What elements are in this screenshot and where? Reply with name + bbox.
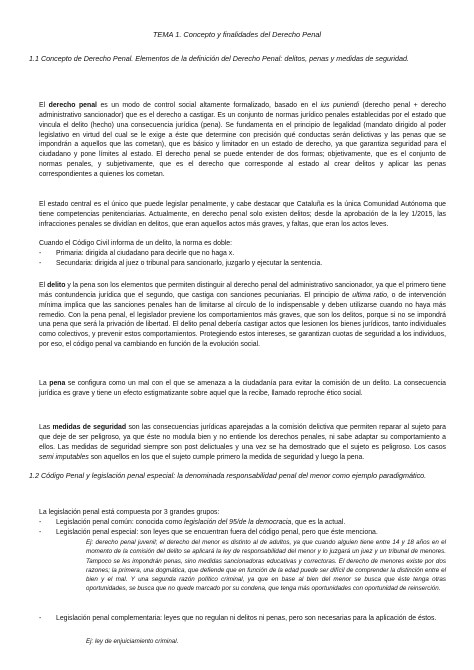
list-text: Secundaria: dirigida al juez o tribunal para sancionarlo, juzgarlo y ejecutar la sentencia. — [56, 259, 323, 267]
legislacion-list-top — [39, 518, 446, 538]
text-run: Legislación penal común: conocida como — [56, 519, 184, 526]
list-text — [56, 518, 446, 528]
list-item — [39, 614, 446, 624]
text-run: Cuando el Código Civil informa de un delito, la norma es doble: — [39, 240, 233, 247]
paragraph-legislacion-intro — [39, 508, 446, 518]
paragraph-pena — [39, 379, 446, 399]
text-run: Las — [39, 424, 53, 431]
text-run: El — [39, 282, 48, 289]
list-item — [39, 518, 446, 528]
text-run: El estado central es el único que puede legislar penalmente, y cabe destacar que Cataluña es la única Comunidad Autónoma que tiene competencias penitenciarias. Actualmente, en derecho penal solo existen delitos; desde la aprobación de la ley 1/2015, las infracciones penales se dividían en delitos, que eran aquellos actos más graves, y faltas, que eran los actos leves. — [39, 201, 446, 228]
text-run: son las consecuencias jurídicas aparejadas a la comisión delictiva que permiten reparar al sujeto para que deje de ser peligroso, ya que éste no modula bien y no entiende los derechos penales, ni sabe adaptar su comportamiento a ellos. Las medidas de seguridad siempre son post delictuales y una vez se ha demostrado que el sujeto es peligroso. Los casos — [39, 424, 446, 451]
text-run: La legislación penal está compuesta por 3 grandes grupos: — [39, 509, 220, 516]
text-run: es un modo de control social altamente formalizado, basado en el — [96, 102, 321, 109]
list-item — [39, 528, 446, 538]
bold-term: derecho penal — [48, 102, 97, 109]
italic-term: semi imputables — [39, 453, 89, 461]
list-text: Legislación penal complementaria: leyes que no regulan ni delitos ni penas, pero son necesarias para la aplicación de éstos. — [56, 615, 437, 622]
legislacion-list-bottom — [39, 614, 446, 624]
paragraph-derecho-penal — [39, 101, 446, 180]
text-run: El — [39, 102, 49, 109]
list-dash: - — [39, 615, 42, 622]
paragraph-estado-central — [39, 200, 446, 230]
section-heading-1-2: 1.2 Código Penal y legislación penal especial: la denominada responsabilidad penal del menor como ejemplo paradigmático. — [29, 471, 427, 480]
paragraph-delito — [39, 281, 446, 350]
list-dash: - — [39, 519, 42, 526]
italic-term: legislación del 95/de la democracia — [183, 519, 292, 526]
bold-term: pena — [49, 380, 66, 387]
italic-term: ius puniendi — [320, 102, 359, 109]
example-derecho-penal-juvenil: Ej: derecho penal juvenil; el derecho del menor es distinto al de adultos, ya que cuando alguien tiene entre 14 y 18 años en el momento de la comisión del delito se aplicará la ley de responsabilidad del menor y lo juzgará un juez y un tribunal de menores. Tampoco se les impondrán penas, sino medidas sancionadoras educativas y correctoras. El derecho de menores existe por dos razones; la primera, una dogmática, que defiende que en función de la edad puede ser difícil de comprender la distinción entre el bien y el mal. Y una segunda razón político criminal, ya que en base al bien del menor se busca que éste tenga otras oportunidades, se busca que no quede marcado por su condena, que tenga más oportunidades con oportunidad de reinserción. — [86, 539, 446, 593]
bold-term: delito — [47, 282, 66, 289]
bold-term: medidas de seguridad — [52, 424, 127, 431]
paragraph-medidas-seguridad — [39, 423, 446, 462]
list-dash: - — [39, 528, 42, 536]
text-run: y la pena son los elementos que permiten distinguir al derecho penal del administrativo sancionador, ya que el primero tiene más contundencia jurídica que el segundo, que castiga con sanciones pecuniarias. El principio de — [39, 282, 447, 299]
norma-list — [39, 249, 446, 269]
text-run: La — [39, 380, 50, 387]
list-item — [39, 259, 446, 269]
text-run: son aquellos en los que el sujeto cumple primero la medida de seguridad y luego la pena. — [88, 453, 365, 461]
document-title: TEMA 1. Concepto y finalidades del Derecho Penal — [152, 30, 322, 39]
text-run: , que es la actual. — [291, 519, 346, 526]
text-run: (derecho penal + derecho administrativo sancionador) que es el derecho a castigar. Es un conjunto de normas jurídico penales establecidas por el estado que vincula el delito (hecho) una consecuencia jurídica (pena). Se fundamenta en el principio de legalidad (mandato dirigido al poder legislativo en virtud del cual se le exige a éste que determine con precisión qué conductas serán delictivas y las penas que se impondrán a aquellos que las cometan), que es básico y limitador en un estado de derecho, ya que garantiza seguridad para el ciudadano y pone límites al estado. El derecho penal se puede entender de dos formas; objetivamente, que es el conjunto de normas penales, y subjetivamente, que es el derecho que corresponde al estado al crear delitos y aplicar las penas correspondientes a quienes los cometan. — [39, 102, 447, 178]
text-run: , o de intervención mínima implica que las sanciones penales han de limitarse al círculo de lo indispensable y deben utilizarse cuando no haya más remedio. Con la pena penal, el legislador previene los comportamientos más graves, que son los delitos, porque si no se impondrá una pena que será la privación de libertad. El delito penal debería castigar actos que lesionen los bienes jurídicos, tanto individuales como colectivos, y prevenir estos comportamientos. Protegiendo estos intereses, se garantizan cuotas de seguridad a los individuos, por eso, el código penal va cambiando en función de la evolución social. — [39, 291, 446, 349]
list-text: Primaria: dirigida al ciudadano para decirle que no haga x. — [56, 250, 235, 257]
italic-term: ultima ratio — [352, 291, 387, 299]
text-run: se configura como un mal con el que se amenaza a la ciudadanía para evitar la comisión de un delito. La consecuencia jurídica es grave y tiene un efecto estigmatizante sobre aquel que la recibe, llamado reproche ético social. — [39, 380, 446, 397]
list-dash: - — [39, 259, 42, 267]
list-text: Legislación penal especial: son leyes que se encuentran fuera del código penal, pero que éste menciona. — [56, 528, 378, 536]
paragraph-norma-doble — [39, 239, 446, 249]
list-dash: - — [39, 250, 42, 257]
list-item — [39, 249, 446, 259]
section-heading-1-1: 1.1 Concepto de Derecho Penal. Elementos de la definición del Derecho Penal: delitos, penas y medidas de seguridad. — [29, 54, 409, 63]
example-ley-enjuiciamiento: Ej: ley de enjuiciamiento criminal. — [86, 638, 179, 645]
